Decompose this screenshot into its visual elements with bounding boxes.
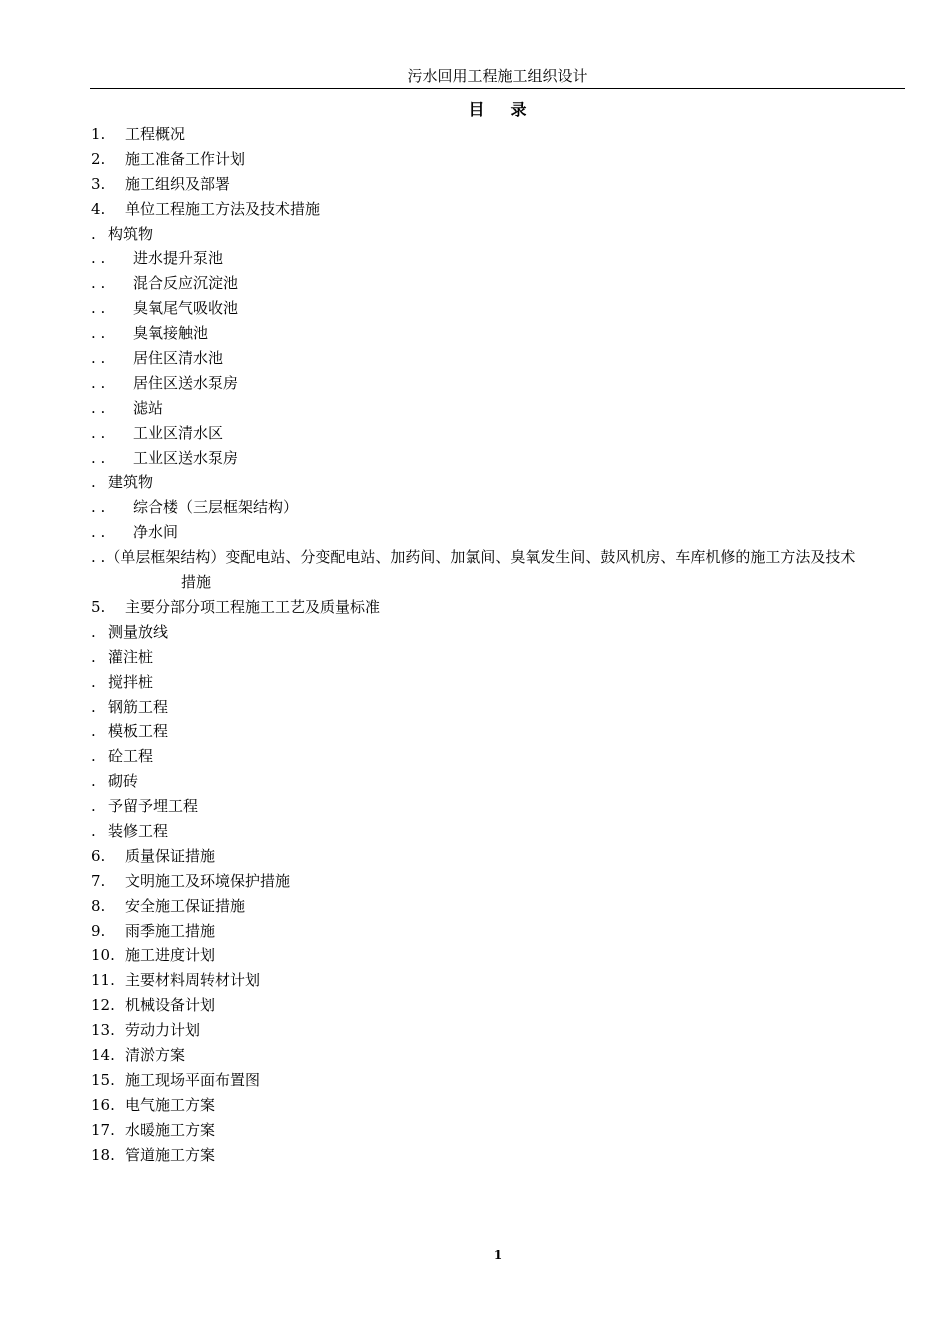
toc-entry-text: 主要分部分项工程施工工艺及质量标准 — [125, 597, 381, 616]
toc-entry-text: 净水间 — [133, 523, 179, 542]
toc-entry-text: 灌注桩 — [108, 647, 154, 666]
toc-entry-text: 居住区清水池 — [133, 349, 224, 368]
toc-entry-text: 清淤方案 — [125, 1045, 186, 1064]
toc-entry-number: . — [91, 772, 96, 791]
toc-entry-text: 模板工程 — [108, 722, 169, 741]
toc-entry — [91, 744, 906, 769]
toc-entry-text: 砼工程 — [108, 747, 154, 766]
toc-entry-text: 水暖施工方案 — [125, 1120, 216, 1139]
toc-entry-number: . — [91, 622, 96, 641]
toc-entry — [91, 346, 906, 371]
toc-entry-text: （单层框架结构）变配电站、分变配电站、加药间、加氯间、臭氧发生间、鼓风机房、车库机修的施工方法及技术 — [105, 548, 856, 567]
toc-entry — [91, 794, 906, 819]
toc-entry — [91, 147, 906, 172]
toc-entry-number: 8. — [91, 896, 106, 915]
toc-entry-number: . . — [91, 523, 106, 542]
toc-entry — [91, 919, 906, 944]
toc-entry-text: 施工组织及部署 — [125, 174, 231, 193]
toc-entry — [91, 943, 906, 968]
toc-entry-number: . . — [91, 498, 106, 517]
toc-entry-text: 建筑物 — [108, 473, 154, 492]
toc-entry-number: 2. — [91, 149, 106, 168]
toc-entry-number: . — [91, 473, 96, 492]
toc-entry — [91, 993, 906, 1018]
toc-entry-text: 文明施工及环境保护措施 — [125, 871, 291, 890]
toc-entry-number: . . — [91, 448, 106, 467]
toc-entry-text: 安全施工保证措施 — [125, 896, 246, 915]
toc-entry-number: . — [91, 224, 96, 243]
toc-entry-text: 主要材料周转材计划 — [125, 971, 261, 990]
toc-entry-text: 进水提升泵池 — [133, 249, 224, 268]
toc-entry — [91, 595, 906, 620]
toc-entry-number: . . — [91, 299, 106, 318]
toc-entry-text: 装修工程 — [108, 821, 169, 840]
toc-entry-number: 9. — [91, 921, 106, 940]
toc-entry-number: . . — [91, 423, 106, 442]
toc-entry — [91, 1018, 906, 1043]
toc-entry — [91, 968, 906, 993]
toc-entry — [91, 296, 906, 321]
toc-entry-text: 构筑物 — [108, 224, 154, 243]
page-number: 1 — [493, 1248, 503, 1262]
toc-entry-text: 工程概况 — [125, 125, 186, 143]
toc-entry-number: 12. — [91, 996, 115, 1015]
toc-entry — [91, 520, 906, 545]
toc-entry-number: 16. — [91, 1095, 115, 1114]
toc-entry — [91, 321, 906, 346]
toc-entry — [91, 172, 906, 197]
toc-title — [90, 98, 905, 122]
toc-entry-text: 质量保证措施 — [125, 846, 216, 865]
toc-entry-number: . . — [91, 349, 106, 368]
toc-entry — [91, 470, 906, 495]
toc-entry-number: 14. — [91, 1045, 115, 1064]
toc-entry — [91, 545, 906, 595]
toc-entry-number: . — [91, 647, 96, 666]
toc-entry-number: 1. — [91, 125, 106, 143]
toc-entry-text: 施工现场平面布置图 — [125, 1070, 261, 1089]
toc-entry-number: 10. — [91, 946, 115, 965]
toc-entry — [91, 495, 906, 520]
toc-entry — [91, 819, 906, 844]
table-of-contents — [91, 122, 906, 1167]
toc-entry-text: 电气施工方案 — [125, 1095, 216, 1114]
toc-entry-text: 雨季施工措施 — [125, 921, 216, 940]
toc-entry-number: . . — [91, 249, 106, 268]
toc-entry-number: . — [91, 821, 96, 840]
toc-entry — [91, 446, 906, 471]
toc-entry — [91, 844, 906, 869]
toc-entry — [91, 695, 906, 720]
toc-entry-text: 施工准备工作计划 — [125, 149, 246, 168]
toc-entry-text: 混合反应沉淀池 — [133, 274, 239, 293]
toc-entry-number: 5. — [91, 597, 106, 616]
toc-title-part1: 目 — [468, 100, 485, 119]
toc-entry — [91, 1093, 906, 1118]
toc-entry-number: 11. — [91, 971, 115, 990]
toc-entry-number: 3. — [91, 174, 106, 193]
toc-entry-continuation: 措施 — [181, 573, 212, 592]
toc-entry-text: 测量放线 — [108, 622, 169, 641]
toc-entry-number: 13. — [91, 1021, 115, 1040]
toc-entry-number: 4. — [91, 199, 106, 218]
toc-entry-number: 7. — [91, 871, 106, 890]
toc-entry-number: . . — [91, 373, 106, 392]
toc-entry-text: 劳动力计划 — [125, 1021, 201, 1040]
toc-entry — [91, 421, 906, 446]
toc-entry — [91, 371, 906, 396]
toc-entry — [91, 271, 906, 296]
toc-entry-number: . . — [91, 548, 106, 567]
toc-entry — [91, 396, 906, 421]
toc-entry — [91, 122, 906, 147]
toc-entry — [91, 769, 906, 794]
toc-entry-number: . . — [91, 324, 106, 343]
toc-entry-number: 17. — [91, 1120, 115, 1139]
toc-entry — [91, 894, 906, 919]
toc-entry-text: 居住区送水泵房 — [133, 373, 239, 392]
toc-entry-text: 管道施工方案 — [125, 1145, 216, 1164]
toc-entry-text: 臭氧接触池 — [133, 324, 209, 343]
toc-entry-text: 工业区清水区 — [133, 423, 224, 442]
toc-entry — [91, 1118, 906, 1143]
toc-entry — [91, 719, 906, 744]
toc-entry-number: 15. — [91, 1070, 115, 1089]
toc-entry — [91, 1043, 906, 1068]
toc-entry-text: 钢筋工程 — [108, 697, 169, 716]
toc-entry-text: 工业区送水泵房 — [133, 448, 239, 467]
toc-entry-number: . . — [91, 398, 106, 417]
toc-entry-number: 18. — [91, 1145, 115, 1164]
toc-entry-number: . — [91, 722, 96, 741]
toc-entry-text: 单位工程施工方法及技术措施 — [125, 199, 321, 218]
toc-entry-text: 搅拌桩 — [108, 672, 154, 691]
toc-entry-text: 臭氧尾气吸收池 — [133, 299, 239, 318]
toc-entry-number: . — [91, 697, 96, 716]
toc-entry — [91, 222, 906, 247]
toc-entry-text: 机械设备计划 — [125, 996, 216, 1015]
toc-entry — [91, 197, 906, 222]
toc-entry-number: . . — [91, 274, 106, 293]
toc-entry-number: . — [91, 672, 96, 691]
toc-entry-text: 施工进度计划 — [125, 946, 216, 965]
header-title: 污水回用工程施工组织设计 — [407, 67, 588, 85]
toc-entry — [91, 645, 906, 670]
toc-entry-text: 滤站 — [133, 398, 164, 417]
toc-entry-number: 6. — [91, 846, 106, 865]
toc-entry — [91, 1068, 906, 1093]
toc-entry-number: . — [91, 747, 96, 766]
toc-title-part2: 录 — [510, 100, 527, 119]
page-header — [90, 66, 905, 89]
toc-entry — [91, 246, 906, 271]
toc-entry-text: 综合楼（三层框架结构） — [133, 498, 299, 517]
toc-entry — [91, 620, 906, 645]
toc-entry-text: 予留予埋工程 — [108, 797, 199, 816]
toc-entry-number: . — [91, 797, 96, 816]
toc-entry — [91, 1143, 906, 1168]
toc-entry-text: 砌砖 — [108, 772, 139, 791]
toc-entry — [91, 869, 906, 894]
toc-entry — [91, 670, 906, 695]
